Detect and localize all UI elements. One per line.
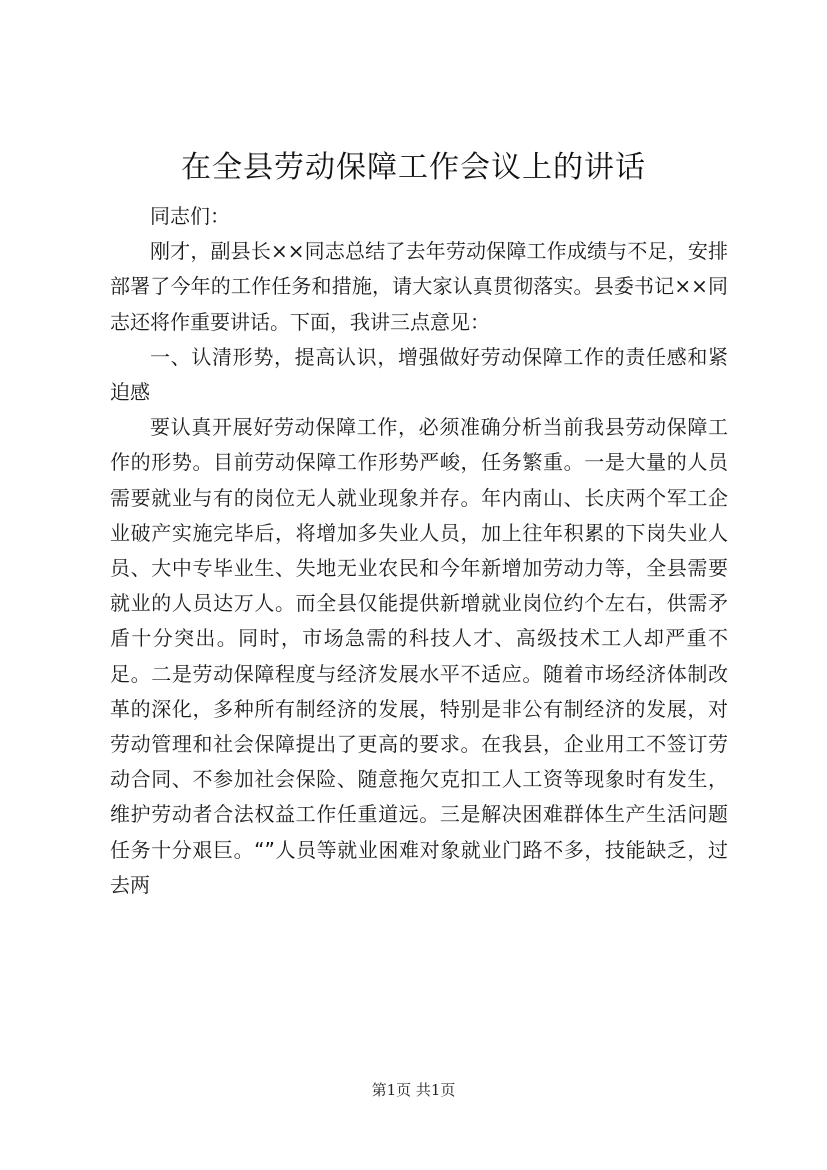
- page-footer: 第1页 共1页: [371, 1081, 456, 1099]
- salutation-paragraph: 同志们：: [150, 204, 230, 228]
- intro-paragraph: 刚才，副县长××同志总结了去年劳动保障工作成绩与不足，安排部署了今年的工作任务和措施，请大家认真贯彻落实。县委书记××同志还将作重要讲话。下面，我讲三点意见：: [110, 239, 728, 334]
- body-paragraph: 要认真开展好劳动保障工作，必须准确分析当前我县劳动保障工作的形势。目前劳动保障工作形势严峻，任务繁重。一是大量的人员需要就业与有的岗位无人就业现象并存。年内南山、长庆两个军工企业破产实施完毕后，将增加多失业人员，加上往年积累的下岗失业人员、大中专毕业生、失地无业农民和今年新增加劳动力等，全县需要就业的人员达万人。而全县仅能提供新增就业岗位约个左右，供需矛盾十分突出。同时，市场急需的科技人才、高级技术工人却严重不足。二是劳动保障程度与经济发展水平不适应。随着市场经济体制改革的深化，多种所有制经济的发展，特别是非公有制经济的发展，对劳动管理和社会保障提出了更高的要求。在我县，企业用工不签订劳动合同、不参加社会保险、随意拖欠克扣工人工资等现象时有发生，维护劳动者合法权益工作任重道远。三是解决困难群体生产生活问题任务十分艰巨。“”人员等就业困难对象就业门路不多，技能缺乏，过去两: [110, 415, 728, 897]
- section-heading-paragraph: 一、认清形势，提高认识，增强做好劳动保障工作的责任感和紧迫感: [110, 344, 728, 405]
- document-body: [110, 199, 728, 903]
- document-title: 在全县劳动保障工作会议上的讲话: [181, 150, 646, 185]
